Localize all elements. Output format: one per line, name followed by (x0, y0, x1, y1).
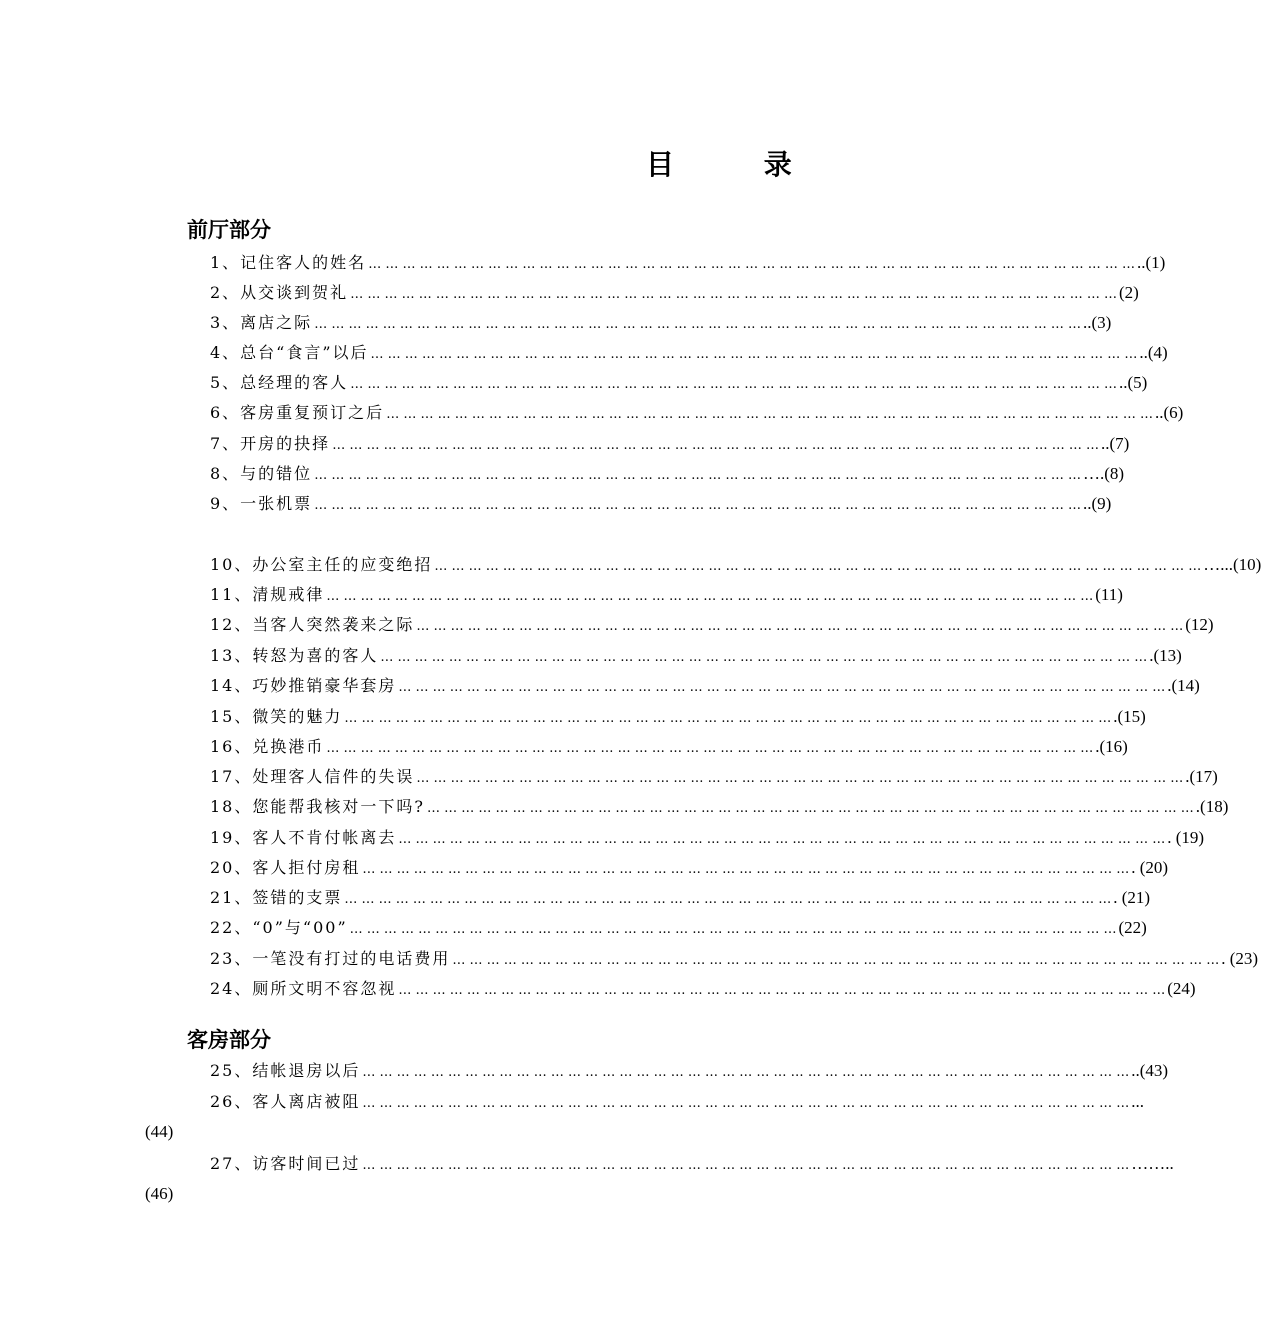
toc-entry-label: 17、处理客人信件的失误 (210, 767, 415, 786)
toc-leader-dots: … … … … … … … … … … … … … … … … … … … … … … … … … … … … … … … … … … … … … … … … … … … … … (434, 559, 1202, 574)
toc-leader-dots: … … … … … … … … … … … … … … … … … … … … … … … … … … … … … … … … … … … … … … … … … … … … … (398, 832, 1166, 847)
toc-leader-dots: … … … … … … … … … … … … … … … … … … … … … … … … … … … … … … … … … … … … … … … … … … … … … (314, 468, 1082, 483)
toc-entry-page: ..(9) (1083, 494, 1112, 513)
toc-leader-dots: … … … … … … … … … … … … … … … … … … … … … … … … … … … … … … … … … … … … … … … … … … … … … (362, 1096, 1130, 1111)
toc-leader-dots: … … … … … … … … … … … … … … … … … … … … … … … … … … … … … … … … … … … … … … … … … … … … … (368, 257, 1136, 272)
toc-entry-label: 11、清规戒律 (210, 585, 325, 604)
toc-entry-page: ..(4) (1139, 343, 1168, 362)
toc-entry[interactable] (210, 946, 1259, 970)
toc-entry-page: (22) (1118, 918, 1147, 937)
toc-entry-label: 9、一张机票 (210, 494, 313, 513)
toc-entry-label: 1、记住客人的姓名 (210, 253, 367, 272)
toc-leader-dots: … … … … … … … … … … … … … … … … … … … … … … … … … … … … … … … … … … … … … … … … … … … … … (362, 1158, 1130, 1173)
toc-entry-page: ..(3) (1083, 313, 1112, 332)
toc-leader-dots: … … … … … … … … … … … … … … … … … … … … … … … … … … … … … … … … … … … … … … … … … … … … … (426, 801, 1194, 816)
toc-entry[interactable] (210, 734, 1128, 758)
toc-entry-page: (2) (1119, 283, 1139, 302)
toc-entry[interactable] (210, 976, 1196, 1000)
toc-leader-dots: … … … … … … … … … … … … … … … … … … … … … … … … … … … … … … … … … … … … … … … … … … … … … (398, 983, 1166, 998)
toc-entry-page: . (19) (1167, 828, 1205, 847)
page-title: 目 录 (646, 148, 832, 181)
toc-entry-page: .(16) (1095, 737, 1128, 756)
toc-leader-dots: … … … … … … … … … … … … … … … … … … … … … … … … … … … … … … … … … … … … … … … … … … … … … (362, 1065, 1130, 1080)
toc-leader-dots: … … … … … … … … … … … … … … … … … … … … … … … … … … … … … … … … … … … … … … … … … … … … … (314, 498, 1082, 513)
toc-entry[interactable] (210, 461, 1125, 485)
toc-entry-label: 23、一笔没有打过的电话费用 (210, 949, 451, 968)
toc-leader-dots: … … … … … … … … … … … … … … … … … … … … … … … … … … … … … … … … … … … … … … … … … … … … … (326, 741, 1094, 756)
toc-leader-dots: … … … … … … … … … … … … … … … … … … … … … … … … … … … … … … … … … … … … … … … … … … … … … (452, 953, 1220, 968)
toc-entry[interactable] (210, 704, 1146, 728)
toc-leader-dots: … … … … … … … … … … … … … … … … … … … … … … … … … … … … … … … … … … … … … … … … … … … … … (380, 650, 1148, 665)
toc-entry-page: (24) (1167, 979, 1196, 998)
toc-entry-label: 3、离店之际 (210, 313, 313, 332)
toc-entry-label: 16、兑换港币 (210, 737, 325, 756)
toc-entry-page: …...(10) (1203, 555, 1261, 574)
toc-entry-page: . (23) (1221, 949, 1259, 968)
toc-entry-label: 18、您能帮我核对一下吗? (210, 797, 425, 816)
toc-entry[interactable] (210, 582, 1123, 606)
toc-entry-page: . (21) (1113, 888, 1151, 907)
toc-entry-label: 26、客人离店被阻 (210, 1092, 361, 1111)
toc-entry-page: ..(7) (1101, 434, 1130, 453)
toc-leader-dots: … … … … … … … … … … … … … … … … … … … … … … … … … … … … … … … … … … … … … … … … … … … … … (344, 711, 1112, 726)
toc-entry-page: .(14) (1167, 676, 1200, 695)
toc-entry-page: ..(5) (1119, 373, 1148, 392)
toc-entry[interactable] (210, 310, 1112, 334)
toc-entry-page: .(18) (1195, 797, 1229, 816)
toc-entry[interactable] (210, 1089, 1144, 1113)
toc-entry-page: ..(1) (1137, 253, 1166, 272)
toc-entry[interactable] (210, 280, 1139, 304)
toc-leader-dots: … … … … … … … … … … … … … … … … … … … … … … … … … … … … … … … … … … … … … … … … … … … … … (370, 347, 1138, 362)
toc-entry[interactable] (210, 673, 1200, 697)
toc-leader-dots: … … … … … … … … … … … … … … … … … … … … … … … … … … … … … … … … … … … … … … … … … … … … … (362, 862, 1130, 877)
toc-entry[interactable] (210, 400, 1184, 424)
toc-entry[interactable] (210, 855, 1169, 879)
toc-entry-label: 2、从交谈到贺礼 (210, 283, 349, 302)
toc-entry[interactable] (210, 885, 1151, 909)
toc-entry-page: ... (1131, 1092, 1144, 1111)
toc-entry[interactable] (210, 1151, 1174, 1175)
toc-entry-page: (12) (1185, 615, 1214, 634)
toc-entry-label: 7、开房的抉择 (210, 434, 331, 453)
toc-entry-label: 27、访客时间已过 (210, 1154, 361, 1173)
toc-entry-page: . (20) (1131, 858, 1169, 877)
toc-leader-dots: … … … … … … … … … … … … … … … … … … … … … … … … … … … … … … … … … … … … … … … … … … … … … (349, 922, 1117, 937)
toc-entry-label: 14、巧妙推销豪华套房 (210, 676, 397, 695)
toc-entry-page: .(17) (1185, 767, 1218, 786)
toc-entry[interactable] (210, 915, 1147, 939)
toc-entry-page: …….. (1131, 1154, 1174, 1173)
toc-entry-page: .(13) (1149, 646, 1182, 665)
toc-leader-dots: … … … … … … … … … … … … … … … … … … … … … … … … … … … … … … … … … … … … … … … … … … … … … (416, 771, 1184, 786)
toc-entry-page: ..(6) (1155, 403, 1184, 422)
toc-entry-page: ..(43) (1131, 1061, 1169, 1080)
toc-entry[interactable] (210, 491, 1112, 515)
toc-leader-dots: … … … … … … … … … … … … … … … … … … … … … … … … … … … … … … … … … … … … … … … … … … … … … (350, 287, 1118, 302)
toc-leader-dots: … … … … … … … … … … … … … … … … … … … … … … … … … … … … … … … … … … … … … … … … … … … … … (332, 438, 1100, 453)
toc-entry-label: 12、当客人突然袭来之际 (210, 615, 415, 634)
toc-entry[interactable] (210, 794, 1229, 818)
toc-entry-label: 6、客房重复预订之后 (210, 403, 385, 422)
toc-entry-label: 24、厕所文明不容忽视 (210, 979, 397, 998)
toc-entry[interactable] (210, 764, 1218, 788)
toc-entry-page: ….(8) (1083, 464, 1125, 483)
toc-entry-label: 25、结帐退房以后 (210, 1061, 361, 1080)
toc-leader-dots: … … … … … … … … … … … … … … … … … … … … … … … … … … … … … … … … … … … … … … … … … … … … … (344, 892, 1112, 907)
toc-entry[interactable] (210, 431, 1130, 455)
section-heading-front-office: 前厅部分 (187, 218, 271, 242)
toc-entry-label: 13、转怒为喜的客人 (210, 646, 379, 665)
toc-entry-page: .(15) (1113, 707, 1146, 726)
toc-entry[interactable] (210, 825, 1205, 849)
toc-entry[interactable] (210, 1058, 1169, 1082)
toc-entry-page: (11) (1095, 585, 1123, 604)
toc-leader-dots: … … … … … … … … … … … … … … … … … … … … … … … … … … … … … … … … … … … … … … … … … … … … … (314, 317, 1082, 332)
toc-leader-dots: … … … … … … … … … … … … … … … … … … … … … … … … … … … … … … … … … … … … … … … … … … … … … (416, 619, 1184, 634)
toc-entry-label: 15、微笑的魅力 (210, 707, 343, 726)
toc-entry[interactable] (210, 612, 1214, 636)
toc-entry[interactable] (210, 643, 1182, 667)
section-heading-housekeeping: 客房部分 (187, 1028, 271, 1052)
toc-entry-page-wrapped: (46) (145, 1184, 174, 1203)
toc-entry-label: 21、签错的支票 (210, 888, 343, 907)
toc-entry-label: 22、“0”与“00” (210, 918, 348, 937)
toc-entry-label: 5、总经理的客人 (210, 373, 349, 392)
toc-entry[interactable] (210, 552, 1261, 576)
toc-leader-dots: … … … … … … … … … … … … … … … … … … … … … … … … … … … … … … … … … … … … … … … … … … … … … (326, 589, 1094, 604)
toc-entry[interactable] (210, 370, 1148, 394)
toc-entry-label: 10、办公室主任的应变绝招 (210, 555, 433, 574)
toc-entry-label: 19、客人不肯付帐离去 (210, 828, 397, 847)
toc-leader-dots: … … … … … … … … … … … … … … … … … … … … … … … … … … … … … … … … … … … … … … … … … … … … … (398, 680, 1166, 695)
toc-entry-label: 8、与的错位 (210, 464, 313, 483)
toc-entry-page-wrapped: (44) (145, 1122, 174, 1141)
toc-leader-dots: … … … … … … … … … … … … … … … … … … … … … … … … … … … … … … … … … … … … … … … … … … … … … (350, 377, 1118, 392)
toc-leader-dots: … … … … … … … … … … … … … … … … … … … … … … … … … … … … … … … … … … … … … … … … … … … … … (386, 407, 1154, 422)
toc-entry-label: 4、总台“食言”以后 (210, 343, 369, 362)
toc-entry[interactable] (210, 250, 1166, 274)
toc-entry-label: 20、客人拒付房租 (210, 858, 361, 877)
toc-entry[interactable] (210, 340, 1168, 364)
